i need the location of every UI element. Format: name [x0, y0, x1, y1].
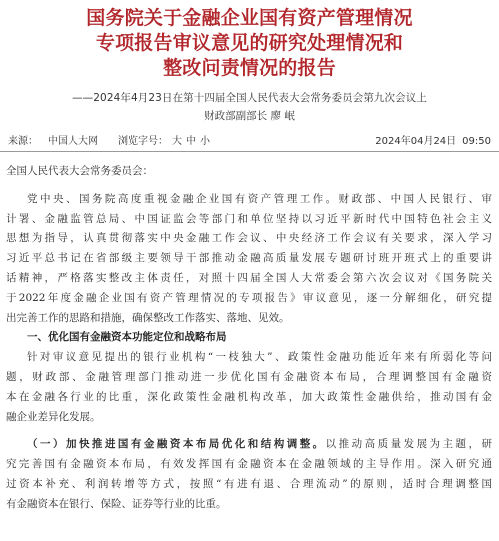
font-size-label: 浏览字号：	[118, 136, 168, 147]
publish-date: 2024年04月24日	[375, 136, 457, 147]
font-size-small-button[interactable]: 小	[200, 136, 210, 147]
paragraph-3-first-line	[6, 435, 492, 455]
publish-time: 09:50	[462, 136, 491, 147]
paragraph-2-line: 本在金融各行业的比重，深化政策性金融机构改革，加大政策性金融供给，推动国有金	[6, 390, 492, 403]
meta-left	[8, 132, 210, 147]
paragraph-3-line: 过资本补充、利润转增等方式，按照“有进有退、合理流动”的原则，适时合理调整国	[6, 477, 492, 490]
paragraph-3-first-rest: 以推动高质量发展为主题，研	[325, 438, 492, 451]
paragraph-1-line: 计署、金融监管总局、中国证监会等部门和单位坚持以习近平新时代中国特色社会主义	[6, 212, 492, 225]
article-author: 财政部副部长 廖 岷	[204, 110, 295, 122]
salutation: 全国人民代表大会常务委员会：	[6, 165, 153, 177]
font-size-medium-button[interactable]: 中	[186, 136, 196, 147]
paragraph-1-line: 于2022年度金融企业国有资产管理情况的专项报告》审议意见，逐一分解细化，研究提	[6, 291, 492, 304]
paragraph-3-line: 有金融资本在银行、保险、证券等行业的比重。	[6, 497, 227, 510]
meta-right	[375, 132, 491, 147]
paragraph-2-line: 题，财政部、金融管理部门推动进一步优化国有金融资本布局，合理调整国有金融资	[6, 370, 492, 383]
source-value: 中国人大网	[48, 136, 98, 147]
article-title-line-1: 国务院关于金融企业国有资产管理情况	[86, 7, 413, 29]
article-title-line-3: 整改问责情况的报告	[163, 57, 336, 79]
meta-divider	[0, 151, 499, 152]
paragraph-1-line: 习近平总书记在省部级主要领导干部推动金融高质量发展专题研讨班开班式上的重要讲	[6, 252, 492, 265]
paragraph-3-line: 究完善国有金融资本布局，有效发挥国有金融资本在金融领域的主导作用。深入研究通	[6, 458, 492, 471]
subsection-heading-1: （一）加快推进国有金融资本布局优化和结构调整。	[27, 438, 326, 451]
article-title-line-2: 专项报告审议意见的研究处理情况和	[95, 32, 404, 54]
paragraph-2-line: 融企业差异化发展。	[6, 410, 101, 423]
paragraph-1-line: 思想为指导，认真贯彻落实中央金融工作会议、中央经济工作会议有关要求，深入学习	[6, 232, 492, 245]
article-body	[6, 162, 492, 515]
paragraph-1-line: 话精神，严格落实整改主体责任，对照十四届全国人大常委会第六次会议对《国务院关	[6, 271, 492, 284]
paragraph-2-line: 针对审议意见提出的银行业机构“一枝独大”、政策性金融功能近年来有所弱化等问	[27, 351, 492, 364]
paragraph-1-line: 党中央、国务院高度重视金融企业国有资产管理工作。财政部、中国人民银行、审	[27, 192, 492, 205]
article-subtitle: ——2024年4月23日在第十四届全国人民代表大会常务委员会第九次会议上	[72, 92, 427, 104]
source-label: 来源：	[8, 136, 38, 147]
paragraph-1-line: 出完善工作的思路和措施，确保整改工作落实、落地、见效。	[6, 311, 290, 324]
font-size-large-button[interactable]: 大	[172, 136, 182, 147]
section-heading-1: 一、优化国有金融资本功能定位和战略布局	[27, 331, 227, 344]
article-meta-bar	[0, 132, 499, 148]
